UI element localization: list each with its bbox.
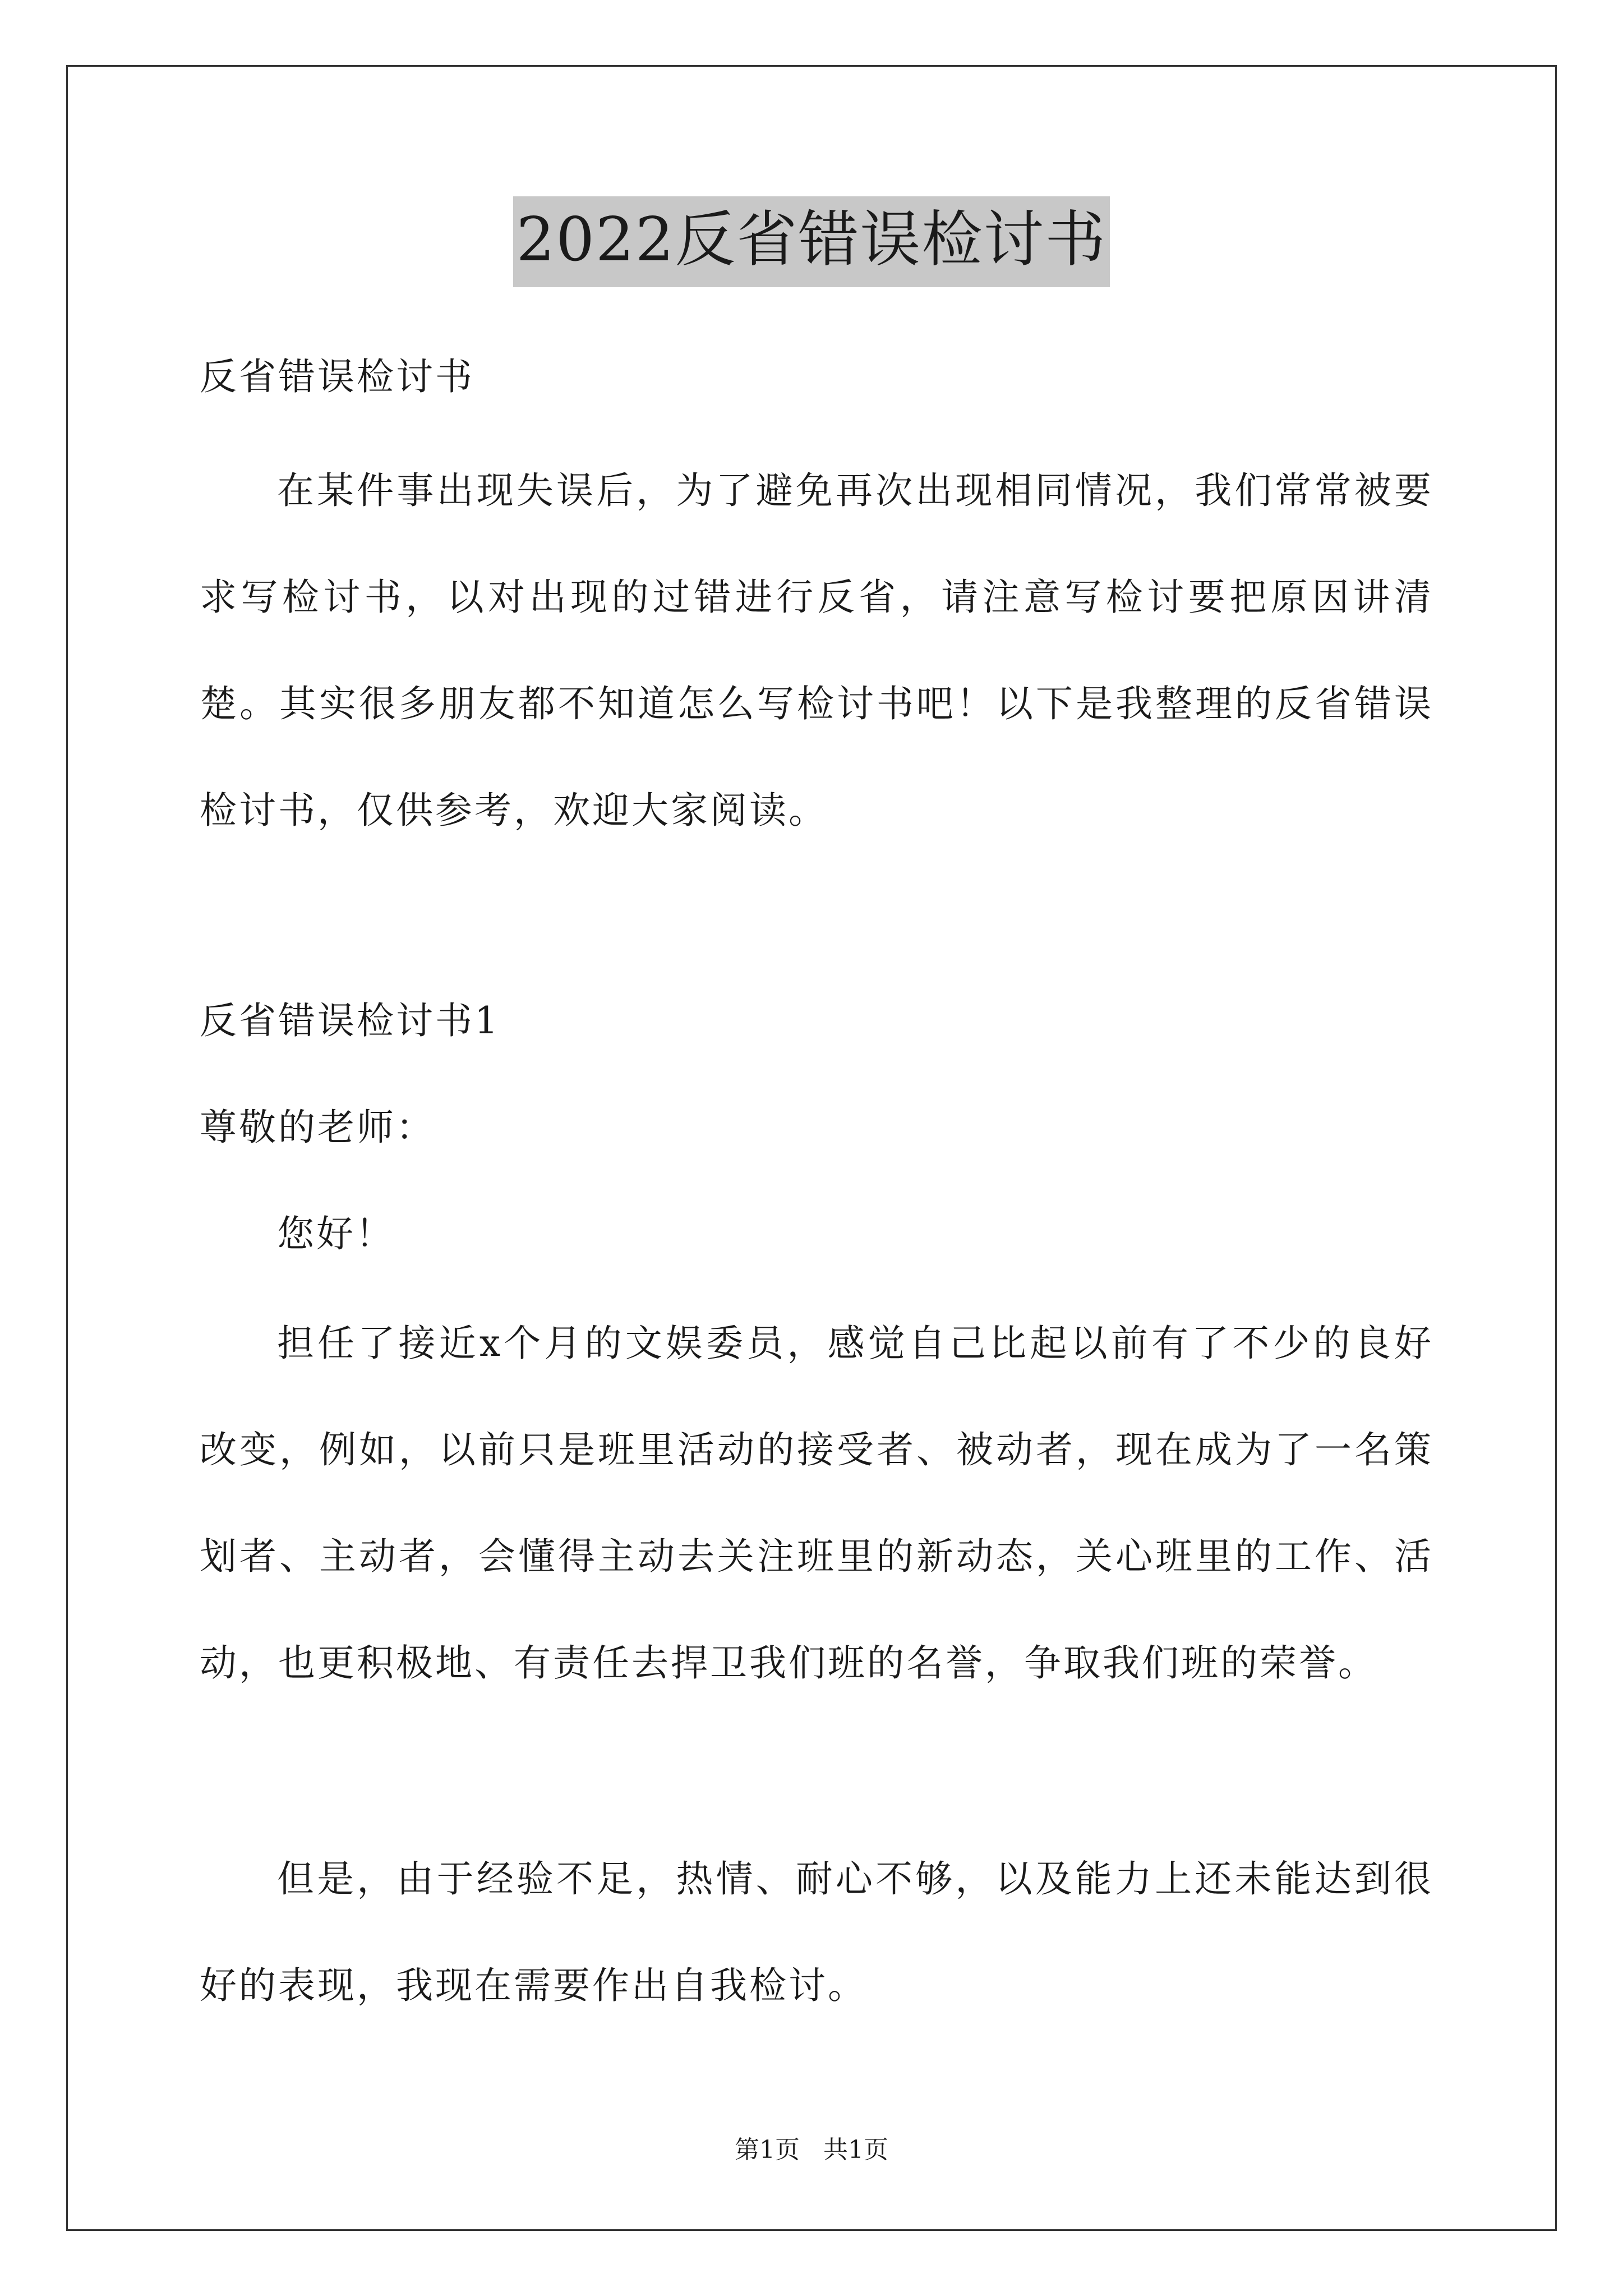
page-number-footer: 第1页 共1页 xyxy=(735,2136,888,2164)
salutation: 尊敬的老师： xyxy=(200,1106,435,1149)
body-paragraph-2: 但是，由于经验不足，热情、耐心不够，以及能力上还未能达到很好的表现，我现在需要作出自我检讨。 xyxy=(200,1857,1433,2007)
title-container xyxy=(0,196,1623,287)
document-subtitle: 反省错误检讨书 xyxy=(200,355,474,398)
document-title: 2022反省错误检讨书 xyxy=(513,196,1110,287)
section-heading: 反省错误检讨书1 xyxy=(200,999,500,1042)
body-paragraph-1: 担任了接近x个月的文娱委员，感觉自己比起以前有了不少的良好改变，例如，以前只是班里活动的接受者、被动者，现在成为了一名策划者、主动者，会懂得主动去关注班里的新动态，关心班里的工作、活动，也更积极地、有责任去捍卫我们班的名誉，争取我们班的荣誉。 xyxy=(200,1322,1433,1685)
intro-paragraph: 在某件事出现失误后，为了避免再次出现相同情况，我们常常被要求写检讨书，以对出现的过错进行反省，请注意写检讨要把原因讲清楚。其实很多朋友都不知道怎么写检讨书吧！以下是我整理的反省错误检讨书，仅供参考，欢迎大家阅读。 xyxy=(200,469,1433,832)
greeting: 您好！ xyxy=(277,1212,395,1255)
